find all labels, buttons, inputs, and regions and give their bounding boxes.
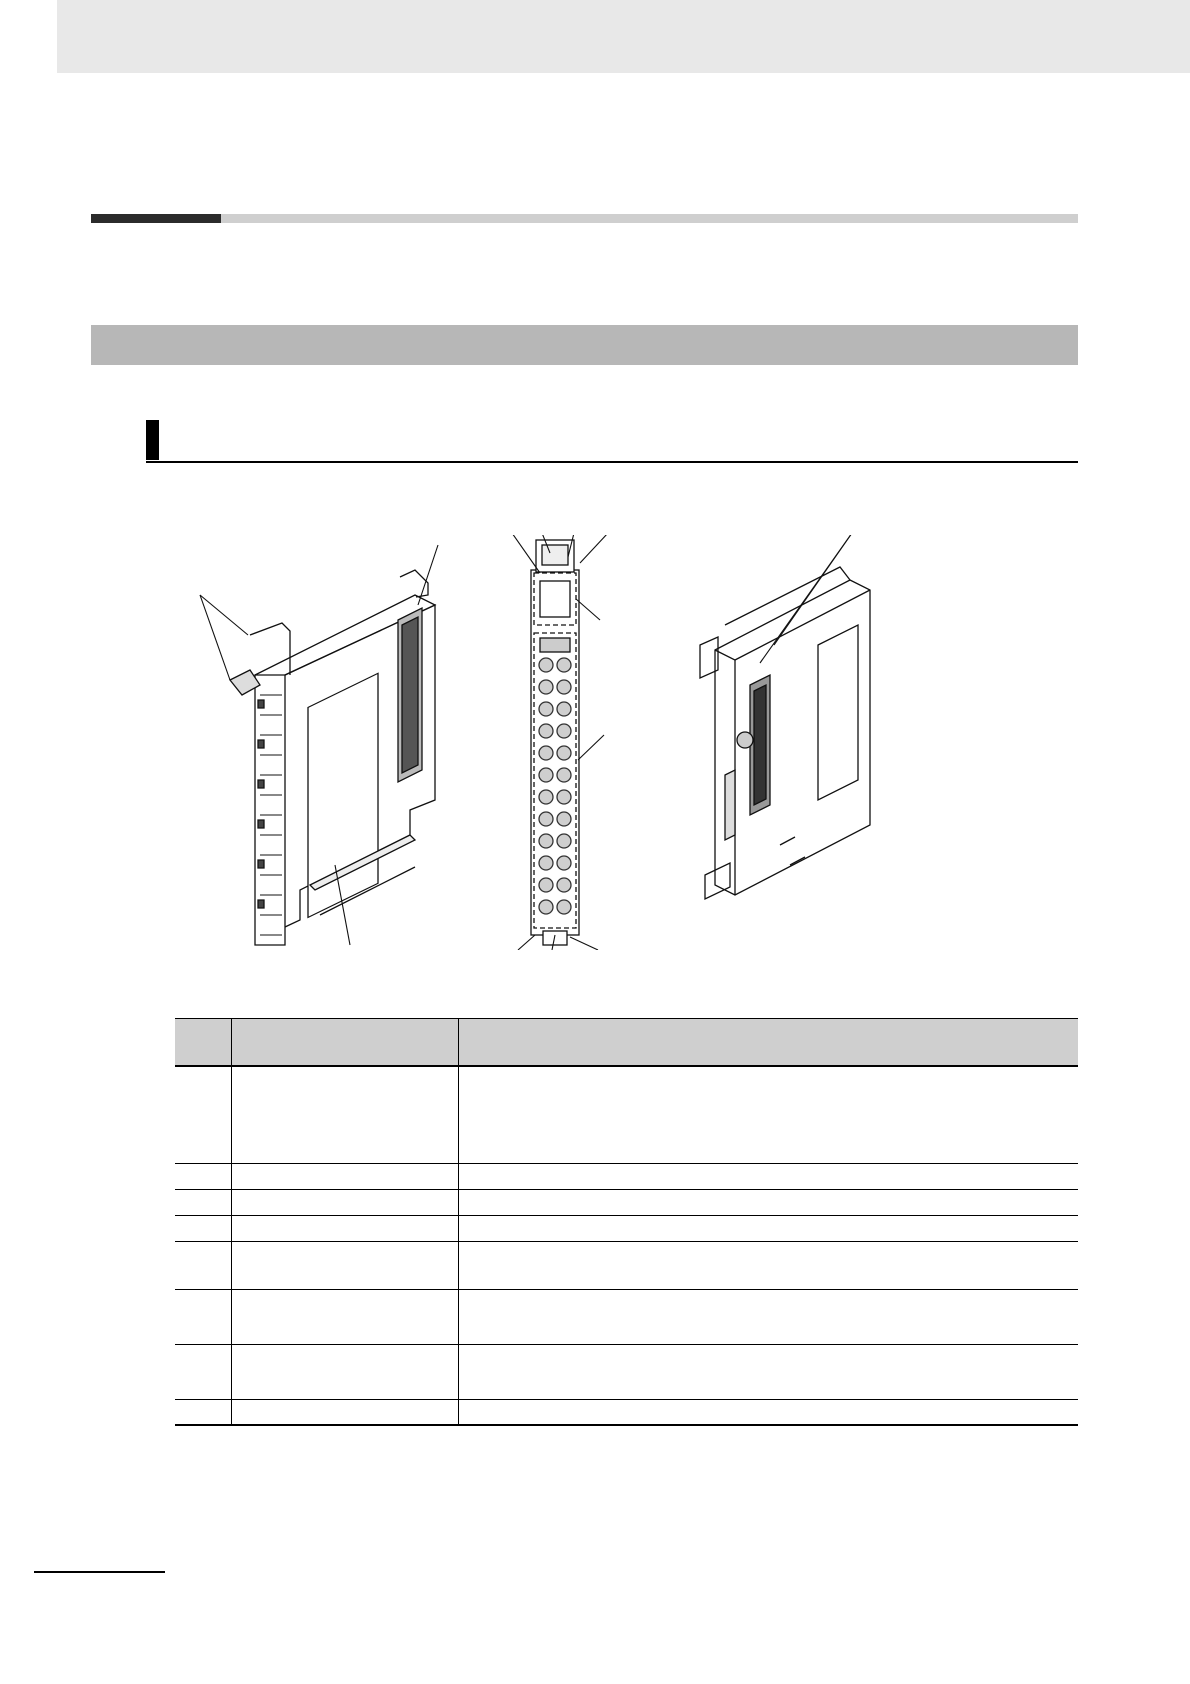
cell-function [459,1163,1079,1189]
cell-function [459,1289,1079,1344]
table-row [175,1344,1078,1399]
cell-name [232,1066,459,1163]
cell-letter [175,1344,232,1399]
cell-name [232,1163,459,1189]
cell-function [459,1399,1079,1425]
unit-rear-view [700,567,870,899]
table-row [175,1215,1078,1241]
table-row [175,1066,1078,1163]
cell-name [232,1289,459,1344]
section-rule-accent [91,214,221,223]
table-row [175,1241,1078,1289]
column-header-letter [175,1019,232,1067]
cell-name [232,1241,459,1289]
unit-front-view [230,570,435,945]
cell-name [232,1344,459,1399]
cell-letter [175,1066,232,1163]
unit-terminal-view [531,540,579,945]
cell-function [459,1066,1079,1163]
subsection-rule [146,461,1078,463]
cell-letter [175,1289,232,1344]
cell-name [232,1189,459,1215]
column-header-function [459,1019,1079,1067]
unit-part-names-figure [190,535,960,950]
cell-function [459,1215,1079,1241]
subsection-marker [146,420,159,460]
cell-function [459,1241,1079,1289]
table-row [175,1189,1078,1215]
cell-letter [175,1215,232,1241]
cell-letter [175,1241,232,1289]
table-row [175,1163,1078,1189]
section-rule [221,214,1078,223]
page-header-band [57,0,1190,73]
column-header-name [232,1019,459,1067]
table-header-row [175,1019,1078,1067]
cell-function [459,1344,1079,1399]
footer-rule [34,1571,165,1573]
cell-function [459,1189,1079,1215]
cell-letter [175,1163,232,1189]
cell-letter [175,1399,232,1425]
part-names-table [175,1018,1078,1426]
cell-letter [175,1189,232,1215]
table-row [175,1399,1078,1425]
cell-name [232,1215,459,1241]
cell-name [232,1399,459,1425]
table-row [175,1289,1078,1344]
section-title-bar [91,325,1078,365]
